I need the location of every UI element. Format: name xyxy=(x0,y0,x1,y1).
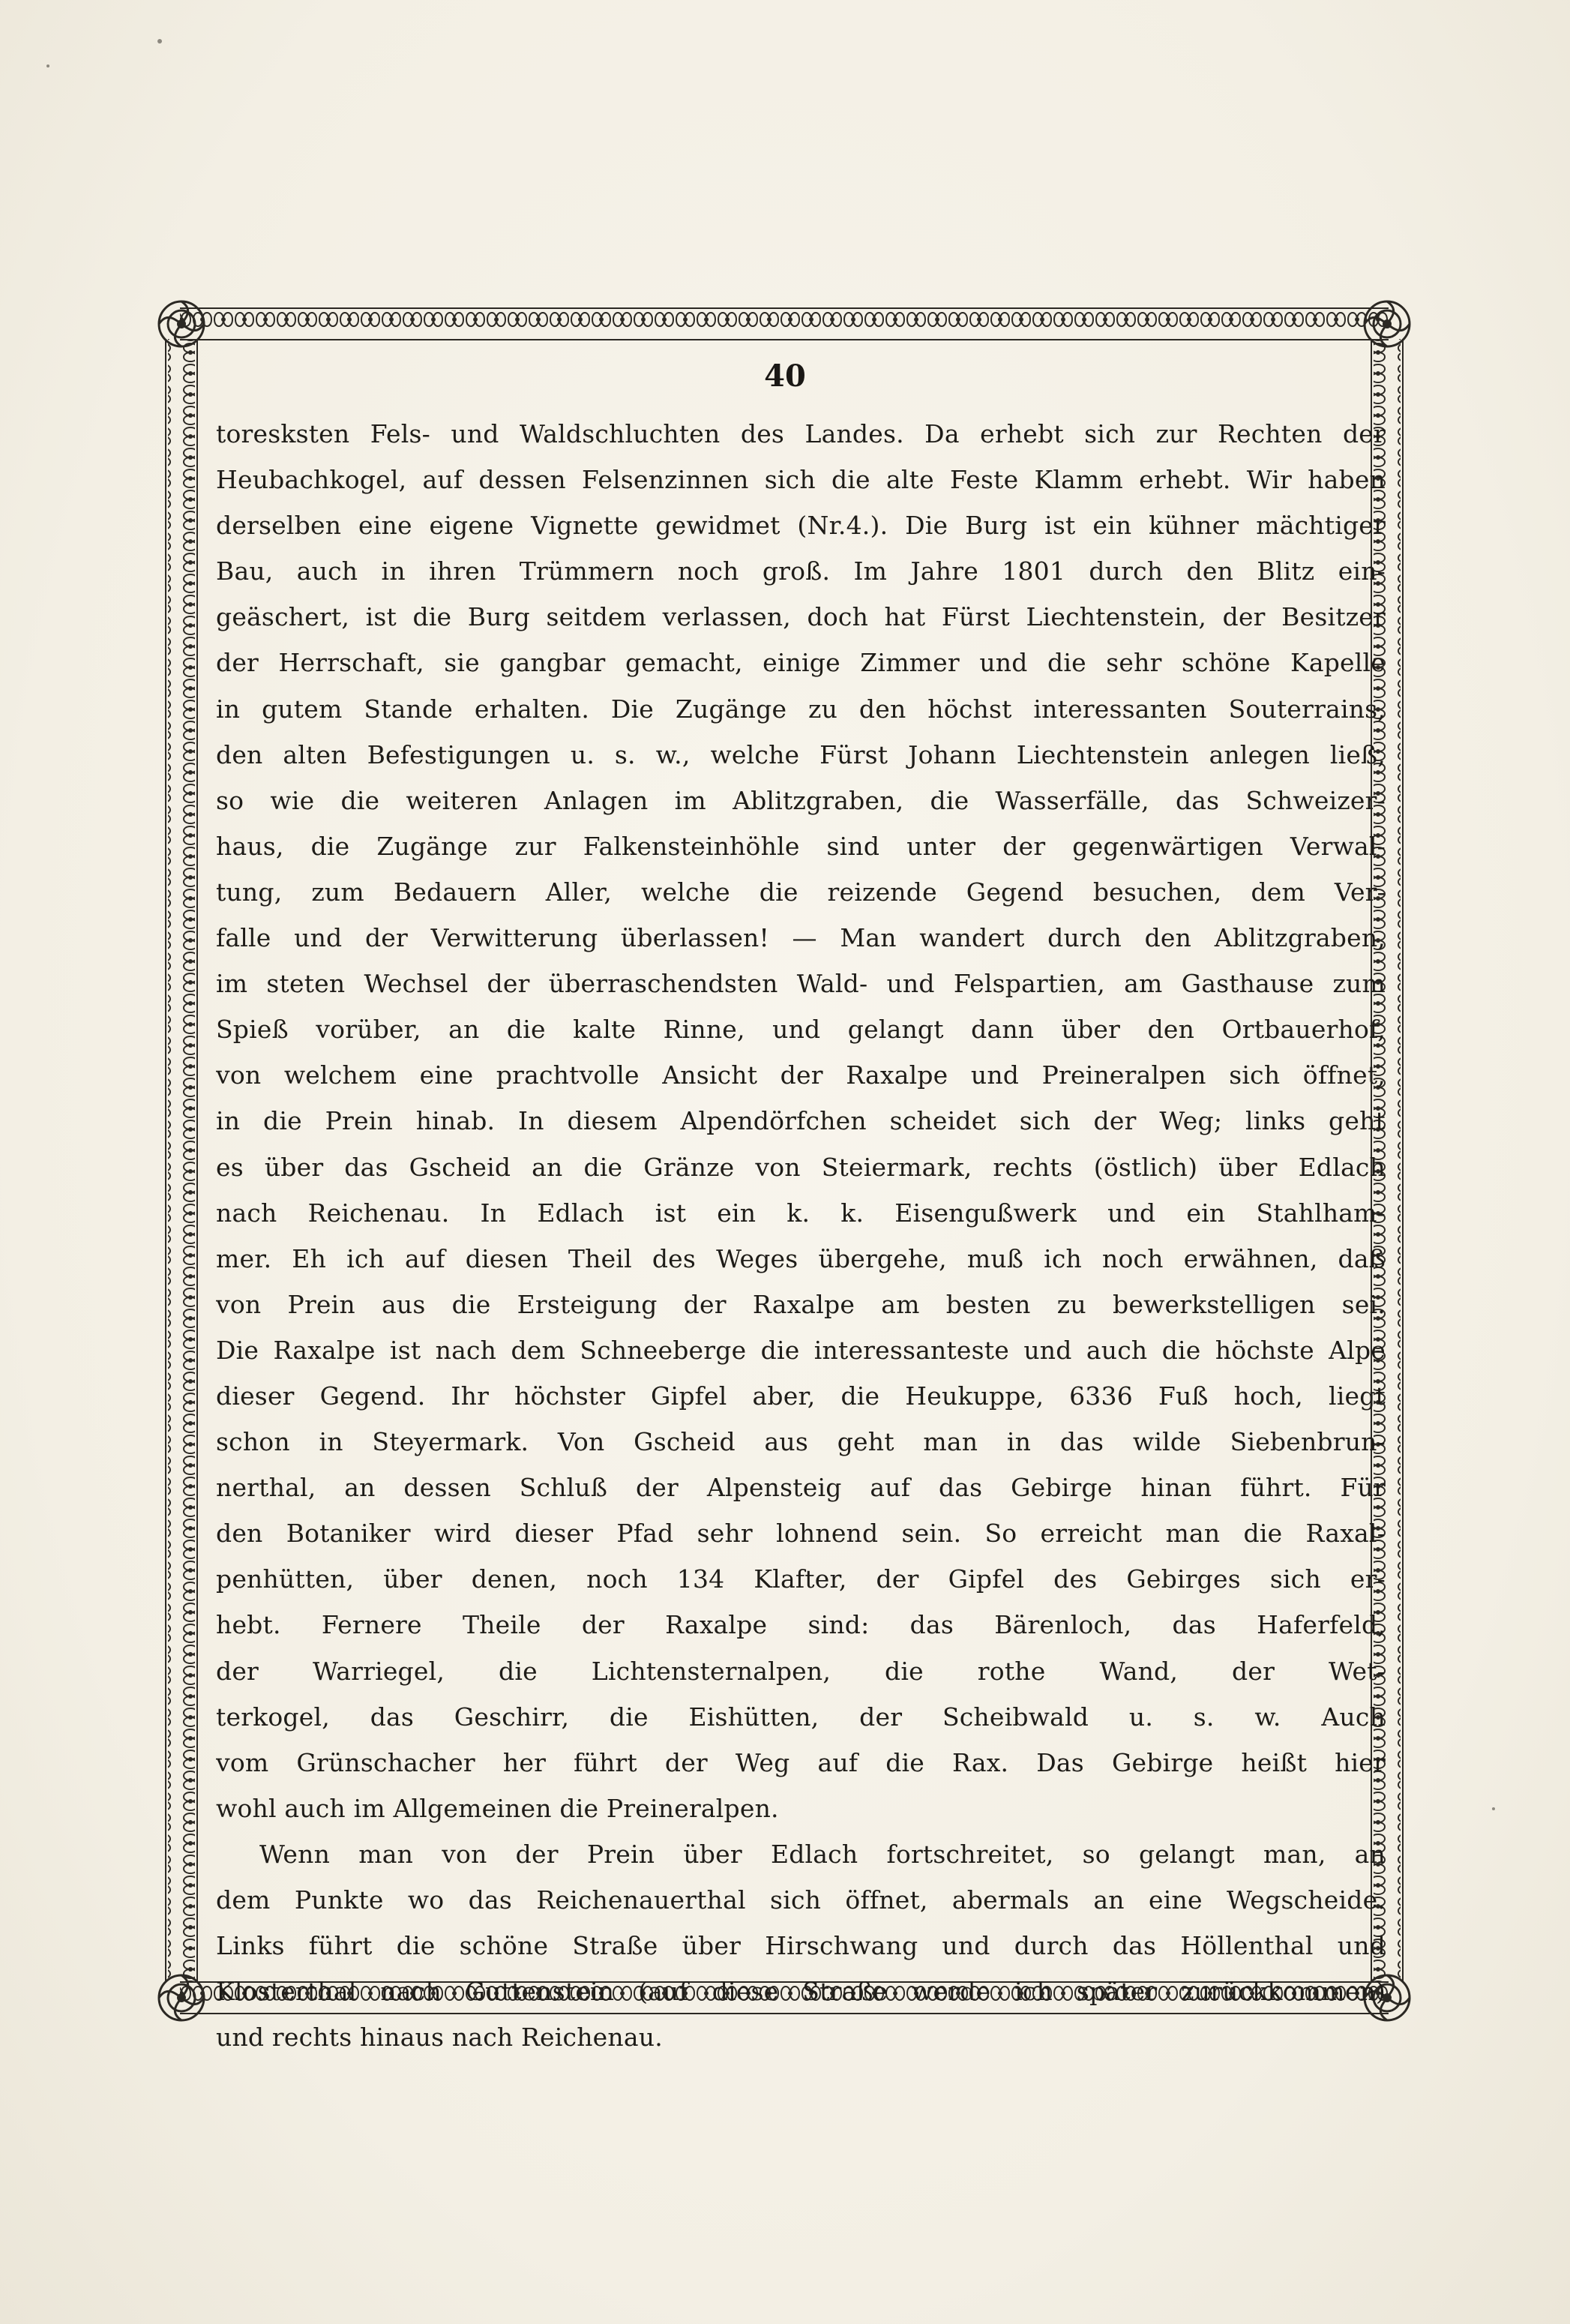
text-line: Klosterthal nach Guttenstein (auf diese Straße werde ich später zurückkommen) xyxy=(216,1977,1386,2007)
text-line: von Prein aus die Ersteigung der Raxalpe am besten zu bewerkstelligen sei. xyxy=(216,1289,1386,1319)
text-line: der Warriegel, die Lichtensternalpen, die rothe Wand, der Wet- xyxy=(216,1656,1386,1686)
text-line: vom Grünschacher her führt der Weg auf die Rax. Das Gebirge heißt hier xyxy=(216,1747,1386,1777)
text-line: tung, zum Bedauern Aller, welche die reizende Gegend besuchen, dem Ver- xyxy=(216,877,1386,907)
text-line: Links führt die schöne Straße über Hirschwang und durch das Höllenthal und xyxy=(216,1931,1386,1961)
text-line: Heubachkogel, auf dessen Felsenzinnen sich die alte Feste Klamm erhebt. Wir haben xyxy=(216,465,1386,495)
text-line: Die Raxalpe ist nach dem Schneeberge die interessanteste und auch die höchste Alpe xyxy=(216,1335,1386,1365)
text-line: penhütten, über denen, noch 134 Klafter, der Gipfel des Gebirges sich er- xyxy=(216,1564,1386,1594)
text-line: so wie die weiteren Anlagen im Ablitzgraben, die Wasserfälle, das Schweizer- xyxy=(216,785,1386,815)
text-line: haus, die Zugänge zur Falkensteinhöhle sind unter der gegenwärtigen Verwal- xyxy=(216,831,1386,861)
text-line: Spieß vorüber, an die kalte Rinne, und gelangt dann über den Ortbauerhof, xyxy=(216,1015,1386,1045)
text-line: toresksten Fels- und Waldschluchten des Landes. Da erhebt sich zur Rechten der xyxy=(216,419,1386,448)
text-line: falle und der Verwitterung überlassen! — Man wandert durch den Ablitzgraben, xyxy=(216,923,1386,953)
text-line: den alten Befestigungen u. s. w., welche Fürst Johann Liechtenstein anlegen ließ, xyxy=(216,739,1386,769)
text-line: und rechts hinaus nach Reichenau. xyxy=(216,2023,663,2053)
text-line: Bau, auch in ihren Trümmern noch groß. Im Jahre 1801 durch den Blitz ein- xyxy=(216,556,1386,586)
text-line: der Herrschaft, sie gangbar gemacht, einige Zimmer und die sehr schöne Kapelle xyxy=(216,648,1386,678)
text-line: Wenn man von der Prein über Edlach fortschreitet, so gelangt man, an xyxy=(259,1839,1386,1869)
text-line: geäschert, ist die Burg seitdem verlassen, doch hat Fürst Liechtenstein, der Besitzer xyxy=(216,602,1386,632)
text-line: in gutem Stande erhalten. Die Zugänge zu den höchst interessanten Souterrains, xyxy=(216,694,1386,724)
print-speck xyxy=(46,64,49,67)
body-text xyxy=(216,411,1386,2060)
print-speck xyxy=(1492,1807,1495,1810)
text-line: wohl auch im Allgemeinen die Preineralpen. xyxy=(216,1793,779,1823)
text-line: es über das Gscheid an die Gränze von Steiermark, rechts (östlich) über Edlach xyxy=(216,1152,1386,1182)
text-line: in die Prein hinab. In diesem Alpendörfchen scheidet sich der Weg; links geht xyxy=(216,1106,1386,1136)
page-number: 40 xyxy=(764,358,806,394)
text-line: mer. Eh ich auf diesen Theil des Weges übergehe, muß ich noch erwähnen, daß xyxy=(216,1243,1386,1273)
text-line: dieser Gegend. Ihr höchster Gipfel aber, die Heukuppe, 6336 Fuß hoch, liegt xyxy=(216,1381,1386,1411)
text-line: derselben eine eigene Vignette gewidmet (Nr.4.). Die Burg ist ein kühner mächtiger xyxy=(216,511,1386,541)
text-line: nerthal, an dessen Schluß der Alpensteig auf das Gebirge hinan führt. Für xyxy=(216,1473,1386,1503)
text-line: von welchem eine prachtvolle Ansicht der Raxalpe und Preineralpen sich öffnet, xyxy=(216,1060,1386,1090)
text-line: nach Reichenau. In Edlach ist ein k. k. Eisengußwerk und ein Stahlham- xyxy=(216,1198,1386,1228)
text-line: schon in Steyermark. Von Gscheid aus geht man in das wilde Siebenbrun- xyxy=(216,1427,1386,1457)
text-line: hebt. Fernere Theile der Raxalpe sind: das Bärenloch, das Haferfeld, xyxy=(216,1610,1386,1640)
text-line: dem Punkte wo das Reichenauerthal sich öffnet, abermals an eine Wegscheide. xyxy=(216,1885,1386,1915)
text-line: den Botaniker wird dieser Pfad sehr lohnend sein. So erreicht man die Raxal- xyxy=(216,1519,1386,1549)
text-line: im steten Wechsel der überraschendsten Wald- und Felspartien, am Gasthause zum xyxy=(216,969,1386,999)
text-line: terkogel, das Geschirr, die Eishütten, der Scheibwald u. s. w. Auch xyxy=(216,1702,1386,1732)
print-speck xyxy=(157,39,162,43)
